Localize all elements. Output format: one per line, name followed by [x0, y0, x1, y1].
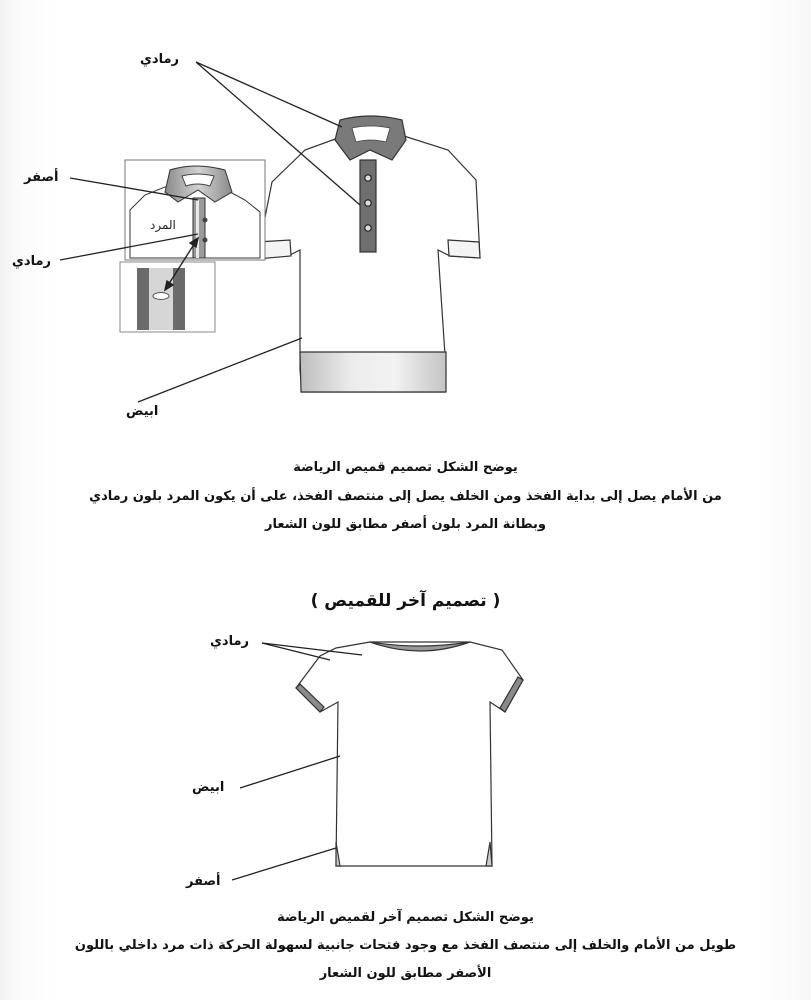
- alternate-design-title: ( تصميم آخر للقميص ): [310, 591, 501, 611]
- label-gray-trim: رمادي: [210, 634, 249, 649]
- caption1-line2: من الأمام يصل إلى بداية الفخذ ومن الخلف يصل إلى منتصف الفخذ، على أن يكون المرد بلون رمادي: [89, 489, 722, 504]
- polo-shirt: [257, 116, 480, 392]
- caption1-line1: يوضح الشكل تصميم قميص الرياضة: [293, 460, 518, 475]
- caption2-line2: طويل من الأمام والخلف إلى منتصف الفخذ مع وجود فتحات جانبية لسهولة الحركة ذات مرد داخلي باللون: [74, 938, 737, 953]
- label-gray-placket: رمادي: [12, 254, 51, 269]
- tshirt-body: [296, 642, 523, 866]
- label-gray-collar: رمادي: [140, 52, 179, 67]
- label-placket-inset: المرد: [150, 218, 176, 232]
- label-yellow-slit: أصفر: [186, 874, 221, 889]
- polo-hem-band: [300, 352, 446, 392]
- label-white-hem: ابيض: [126, 404, 159, 419]
- caption2-line1: يوضح الشكل تصميم آخر لقميص الرياضة: [277, 910, 534, 925]
- caption1-line3: وبطانة المرد بلون أصفر مطابق للون الشعار: [264, 517, 547, 532]
- placket-lining-inset: [120, 262, 215, 332]
- caption2-line3: الأصفر مطابق للون الشعار: [319, 966, 492, 981]
- label-yellow-lining: أصفر: [24, 170, 59, 185]
- label-white-body: ابيض: [192, 780, 225, 795]
- tshirt: [296, 642, 523, 866]
- polo-right-cuff: [448, 240, 480, 258]
